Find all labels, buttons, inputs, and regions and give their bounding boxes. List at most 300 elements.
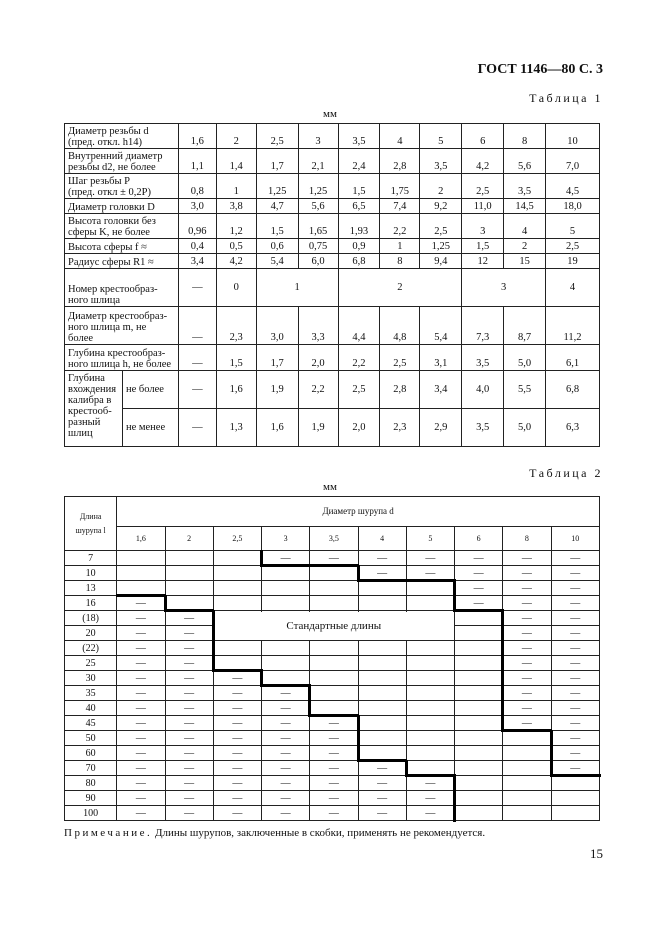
length-cell: 60 — [65, 746, 117, 761]
boundary-segment — [453, 805, 456, 822]
row-label — [65, 307, 179, 345]
table1-cell: 5 — [420, 124, 462, 149]
row-label-line: калибра в — [68, 395, 112, 406]
length-cell: (22) — [65, 641, 117, 656]
table1-cell: 4,5 — [546, 174, 600, 199]
grid-cell: — — [310, 776, 358, 791]
table1-cell: 9,2 — [420, 199, 462, 214]
row-label-line: резьбы d2, не более — [68, 162, 156, 173]
row-label-line: Диаметр крестообраз- — [68, 311, 168, 322]
table1-cell: 3,5 — [420, 149, 462, 174]
boundary-segment — [405, 579, 455, 582]
length-cell: 40 — [65, 701, 117, 716]
row-label — [65, 199, 179, 214]
grid-cell: — — [213, 776, 261, 791]
boundary-segment — [309, 564, 359, 567]
grid-cell: — — [551, 746, 599, 761]
grid-cell — [358, 686, 406, 701]
table1-cell: 1,25 — [298, 174, 338, 199]
row-label-line: ного шлица h, не более — [68, 359, 172, 370]
grid-cell — [551, 791, 599, 806]
grid-cell — [358, 656, 406, 671]
table1-cell: 3,0 — [178, 199, 216, 214]
grid-cell — [406, 746, 454, 761]
grid-cell — [455, 806, 503, 821]
table1-cell: 2,2 — [298, 371, 338, 409]
length-cell: 50 — [65, 731, 117, 746]
diameter-header: Диаметр шурупа d — [117, 497, 600, 527]
table2-row — [65, 806, 600, 821]
table1-cell: 11,2 — [546, 307, 600, 345]
table1-cell: 4,0 — [462, 371, 504, 409]
table1-cell: 6,1 — [546, 345, 600, 371]
grid-cell: — — [310, 761, 358, 776]
grid-cell: — — [503, 611, 551, 626]
grid-cell: — — [551, 566, 599, 581]
boundary-segment — [357, 579, 407, 582]
grid-cell: — — [117, 776, 165, 791]
grid-cell: — — [117, 791, 165, 806]
row-label-line: Высота сферы f ≈ — [68, 242, 147, 253]
boundary-segment — [164, 609, 214, 612]
grid-cell: — — [551, 626, 599, 641]
table1-cell: 0,6 — [256, 239, 298, 254]
table1-cell: 7,3 — [462, 307, 504, 345]
grid-cell — [358, 596, 406, 611]
table2-unit: мм — [323, 481, 337, 493]
grid-cell: — — [455, 551, 503, 566]
grid-cell: — — [551, 701, 599, 716]
footnote — [64, 827, 485, 839]
length-cell: 30 — [65, 671, 117, 686]
table1-row — [65, 254, 600, 269]
table1-cell: 1,5 — [216, 345, 256, 371]
grid-cell — [455, 641, 503, 656]
table1-cell: 4,7 — [256, 199, 298, 214]
length-cell: 13 — [65, 581, 117, 596]
grid-cell — [117, 551, 165, 566]
row-label — [65, 345, 179, 371]
table1-cell: 18,0 — [546, 199, 600, 214]
grid-cell — [310, 641, 358, 656]
row-label-line: Шаг резьбы P — [68, 176, 131, 187]
grid-cell — [455, 761, 503, 776]
table1-cell: 0 — [216, 269, 256, 307]
table1-cell: 3,5 — [338, 124, 380, 149]
table1-cell: 7,0 — [546, 149, 600, 174]
grid-cell: — — [117, 761, 165, 776]
grid-cell — [406, 701, 454, 716]
table1-cell: 2 — [338, 269, 462, 307]
grid-cell: — — [551, 671, 599, 686]
table2-row — [65, 731, 600, 746]
table1-cell: 19 — [546, 254, 600, 269]
table1-cell: 7,4 — [380, 199, 420, 214]
table1-cell: 0,4 — [178, 239, 216, 254]
grid-cell — [213, 641, 261, 656]
row-label-line: Радиус сферы R1 ≈ — [68, 257, 154, 268]
length-cell: 20 — [65, 626, 117, 641]
grid-cell: — — [406, 551, 454, 566]
grid-cell: — — [503, 596, 551, 611]
grid-cell: — — [165, 671, 213, 686]
grid-cell: — — [165, 656, 213, 671]
grid-cell — [310, 686, 358, 701]
table1-cell: 1,7 — [256, 149, 298, 174]
table1-row-slot-number — [65, 269, 600, 307]
boundary-segment — [164, 595, 167, 612]
grid-cell — [503, 731, 551, 746]
table1-cell: 1,9 — [298, 409, 338, 447]
table1-cell: 5 — [546, 214, 600, 239]
row-label-line: Внутренний диаметр — [68, 151, 163, 162]
grid-cell — [455, 791, 503, 806]
grid-cell: — — [551, 641, 599, 656]
table1-cell: 2,9 — [420, 409, 462, 447]
row-label-line: ного шлица m, не — [68, 322, 147, 333]
diameter-cell: 2,5 — [213, 527, 261, 551]
table2-row — [65, 791, 600, 806]
table2-row — [65, 686, 600, 701]
grid-cell: — — [358, 806, 406, 821]
grid-cell: — — [262, 686, 310, 701]
grid-cell: — — [551, 731, 599, 746]
table2-caption: Таблица 2 — [529, 466, 603, 480]
table1-cell: — — [178, 269, 216, 307]
grid-cell — [455, 716, 503, 731]
grid-cell — [455, 671, 503, 686]
grid-cell: — — [551, 761, 599, 776]
grid-cell — [455, 731, 503, 746]
grid-cell: — — [213, 671, 261, 686]
grid-cell: — — [165, 791, 213, 806]
grid-cell — [455, 686, 503, 701]
grid-cell — [213, 551, 261, 566]
grid-cell: — — [503, 656, 551, 671]
table1-row-slot-diameter — [65, 307, 600, 345]
row-label-line: разный — [68, 417, 101, 428]
table1-cell: 1,6 — [256, 409, 298, 447]
table1-cell: 9,4 — [420, 254, 462, 269]
table1-row — [65, 239, 600, 254]
grid-cell: — — [406, 776, 454, 791]
table1-cell: 2,0 — [298, 345, 338, 371]
row-label-line: вхождения — [68, 384, 117, 395]
length-cell: 16 — [65, 596, 117, 611]
grid-cell — [358, 581, 406, 596]
table1-cell: 5,5 — [504, 371, 546, 409]
length-cell: 100 — [65, 806, 117, 821]
row-label — [65, 124, 179, 149]
table1-cell: 3,3 — [298, 307, 338, 345]
table1-cell: 1,93 — [338, 214, 380, 239]
table1-cell: 3,5 — [462, 345, 504, 371]
grid-cell: — — [165, 761, 213, 776]
length-cell: 45 — [65, 716, 117, 731]
grid-cell: — — [262, 791, 310, 806]
table1-cell: 3 — [298, 124, 338, 149]
grid-cell: — — [406, 806, 454, 821]
table2-row — [65, 761, 600, 776]
grid-cell: — — [117, 731, 165, 746]
grid-cell: — — [455, 566, 503, 581]
table1-cell: 2,5 — [338, 371, 380, 409]
grid-cell: — — [310, 806, 358, 821]
table1-cell: 3 — [462, 214, 504, 239]
table1-cell: 8,7 — [504, 307, 546, 345]
grid-cell: — — [310, 791, 358, 806]
table1-cell: 2,5 — [420, 214, 462, 239]
grid-cell: — — [165, 806, 213, 821]
row-label-line: Высота головки без — [68, 216, 156, 227]
table1-cell: — — [178, 307, 216, 345]
length-cell: 70 — [65, 761, 117, 776]
diameter-cell: 1,6 — [117, 527, 165, 551]
grid-cell: — — [213, 746, 261, 761]
grid-cell: — — [503, 686, 551, 701]
grid-cell: — — [117, 686, 165, 701]
boundary-segment — [260, 670, 263, 687]
page-header: ГОСТ 1146—80 С. 3 — [477, 62, 603, 77]
grid-cell — [262, 566, 310, 581]
grid-cell: — — [406, 791, 454, 806]
grid-cell: — — [358, 791, 406, 806]
grid-cell: — — [503, 581, 551, 596]
grid-cell — [503, 776, 551, 791]
grid-cell — [503, 806, 551, 821]
table1-cell: 5,4 — [256, 254, 298, 269]
grid-cell: — — [503, 626, 551, 641]
table1-cell: 2,0 — [338, 409, 380, 447]
table1-cell: 8 — [504, 124, 546, 149]
grid-cell — [358, 641, 406, 656]
grid-cell: — — [213, 761, 261, 776]
grid-cell: — — [503, 671, 551, 686]
length-header-line: Длина — [79, 511, 102, 521]
row-label-line: сферы K, не более — [68, 227, 150, 238]
boundary-segment — [357, 745, 360, 762]
table1-cell: 1,5 — [462, 239, 504, 254]
grid-cell — [406, 641, 454, 656]
grid-cell: — — [503, 716, 551, 731]
table2-row — [65, 671, 600, 686]
grid-cell — [262, 596, 310, 611]
table1-cell: 0,9 — [338, 239, 380, 254]
boundary-segment — [550, 774, 600, 777]
table1-cell: 1 — [380, 239, 420, 254]
table1-cell: 2,5 — [380, 345, 420, 371]
table1-row-gauge-max — [65, 371, 600, 409]
boundary-segment — [261, 684, 311, 687]
table1-cell: 1,25 — [256, 174, 298, 199]
grid-cell: — — [213, 791, 261, 806]
table1-row — [65, 149, 600, 174]
row-label — [65, 149, 179, 174]
length-cell: 7 — [65, 551, 117, 566]
grid-cell — [503, 746, 551, 761]
diameter-cell: 8 — [503, 527, 551, 551]
table1-cell: 2,2 — [338, 345, 380, 371]
grid-cell — [503, 791, 551, 806]
grid-cell: — — [551, 656, 599, 671]
grid-cell — [455, 611, 503, 626]
grid-cell — [358, 701, 406, 716]
table1-cell: 4 — [504, 214, 546, 239]
grid-cell: — — [551, 611, 599, 626]
grid-cell: — — [406, 566, 454, 581]
length-cell: 80 — [65, 776, 117, 791]
table1-cell: 4,8 — [380, 307, 420, 345]
standard-lengths-label: Стандартные длины — [286, 619, 382, 632]
grid-cell: — — [262, 761, 310, 776]
grid-cell: — — [551, 716, 599, 731]
table1-row — [65, 174, 600, 199]
grid-cell — [358, 716, 406, 731]
grid-cell: — — [310, 731, 358, 746]
grid-cell: — — [213, 701, 261, 716]
diameter-cell: 4 — [358, 527, 406, 551]
grid-cell — [262, 641, 310, 656]
table1-cell: 2,8 — [380, 149, 420, 174]
grid-cell — [213, 581, 261, 596]
grid-cell — [455, 701, 503, 716]
row-label-line: Номер крестообраз- — [68, 284, 158, 295]
row-label — [65, 254, 179, 269]
grid-cell: — — [213, 731, 261, 746]
table1-cell: 3,0 — [256, 307, 298, 345]
table1-cell: 2,3 — [380, 409, 420, 447]
length-cell: 25 — [65, 656, 117, 671]
grid-cell — [165, 566, 213, 581]
table1-cell: 4,2 — [216, 254, 256, 269]
table1-cell: 3,5 — [504, 174, 546, 199]
diameter-cell: 6 — [455, 527, 503, 551]
table1-cell: 6,0 — [298, 254, 338, 269]
length-cell: 90 — [65, 791, 117, 806]
grid-cell: — — [213, 806, 261, 821]
table1-cell: 10 — [546, 124, 600, 149]
table1-cell: — — [178, 345, 216, 371]
grid-cell: — — [117, 716, 165, 731]
table1-cell: 8 — [380, 254, 420, 269]
boundary-segment — [309, 714, 359, 717]
table1-cell: 4,4 — [338, 307, 380, 345]
table1-cell: 6 — [462, 124, 504, 149]
grid-cell — [551, 806, 599, 821]
table2-header-row — [65, 497, 600, 527]
row-label-line: Диаметр головки D — [68, 202, 155, 213]
grid-cell — [358, 671, 406, 686]
row-label-line: Глубина крестообраз- — [68, 348, 166, 359]
table1-cell: 2,5 — [546, 239, 600, 254]
grid-cell: — — [503, 551, 551, 566]
table1-cell: 1,6 — [216, 371, 256, 409]
table1-cell: 2,5 — [256, 124, 298, 149]
table1-cell: 2 — [216, 124, 256, 149]
grid-cell: — — [503, 566, 551, 581]
grid-cell — [262, 656, 310, 671]
grid-cell — [406, 731, 454, 746]
grid-cell — [262, 581, 310, 596]
table1-row-slot-depth — [65, 345, 600, 371]
table1-cell: 1,7 — [256, 345, 298, 371]
grid-cell: — — [262, 716, 310, 731]
table1-cell: 0,96 — [178, 214, 216, 239]
grid-cell — [213, 566, 261, 581]
table2-row — [65, 746, 600, 761]
table1-cell: 5,6 — [298, 199, 338, 214]
grid-cell: — — [358, 551, 406, 566]
diameter-cell: 10 — [551, 527, 599, 551]
gauge-min-label: не менее — [122, 409, 178, 447]
row-label-line: (пред. откл. h14) — [68, 137, 143, 148]
grid-cell: — — [358, 566, 406, 581]
grid-cell: — — [165, 776, 213, 791]
diameter-cell: 5 — [406, 527, 454, 551]
table1-cell: 5,4 — [420, 307, 462, 345]
grid-cell: — — [165, 746, 213, 761]
grid-cell: — — [117, 806, 165, 821]
table1-cell: 6,5 — [338, 199, 380, 214]
grid-cell: — — [213, 716, 261, 731]
grid-cell: — — [117, 611, 165, 626]
table2-diameter-row — [65, 527, 600, 551]
grid-cell: — — [310, 746, 358, 761]
grid-cell — [310, 596, 358, 611]
table1-cell: 2 — [420, 174, 462, 199]
table1-cell: 4 — [546, 269, 600, 307]
grid-cell — [455, 656, 503, 671]
grid-cell — [455, 626, 503, 641]
table1-cell: 4,2 — [462, 149, 504, 174]
table1-cell: 2,5 — [462, 174, 504, 199]
table1-cell: 6,8 — [338, 254, 380, 269]
grid-cell: — — [213, 686, 261, 701]
grid-cell: — — [455, 581, 503, 596]
row-label-line: шлиц — [68, 428, 93, 439]
grid-cell: — — [262, 776, 310, 791]
grid-cell — [406, 686, 454, 701]
grid-cell: — — [358, 761, 406, 776]
length-cell: 35 — [65, 686, 117, 701]
table1-cell: 1,1 — [178, 149, 216, 174]
grid-cell — [117, 566, 165, 581]
length-cell: 10 — [65, 566, 117, 581]
diameter-cell: 3,5 — [310, 527, 358, 551]
grid-cell: — — [117, 701, 165, 716]
grid-cell: — — [165, 686, 213, 701]
boundary-segment — [405, 774, 455, 777]
grid-cell: — — [262, 551, 310, 566]
table1-row-gauge-min — [65, 409, 600, 447]
table1-row — [65, 124, 600, 149]
row-label — [65, 174, 179, 199]
table1-cell: 14,5 — [504, 199, 546, 214]
table1-cell: 12 — [462, 254, 504, 269]
grid-cell: — — [165, 641, 213, 656]
table1-cell: 3,5 — [462, 409, 504, 447]
table2-row — [65, 641, 600, 656]
table1-cell: 3 — [462, 269, 546, 307]
table1-cell: 1,4 — [216, 149, 256, 174]
table1-cell: 1,3 — [216, 409, 256, 447]
table1-cell: 3,8 — [216, 199, 256, 214]
grid-cell: — — [551, 581, 599, 596]
row-label-line: ного шлица — [68, 295, 121, 306]
table1-cell: 2,8 — [380, 371, 420, 409]
table1-cell: 0,75 — [298, 239, 338, 254]
table1-cell: 1,9 — [256, 371, 298, 409]
